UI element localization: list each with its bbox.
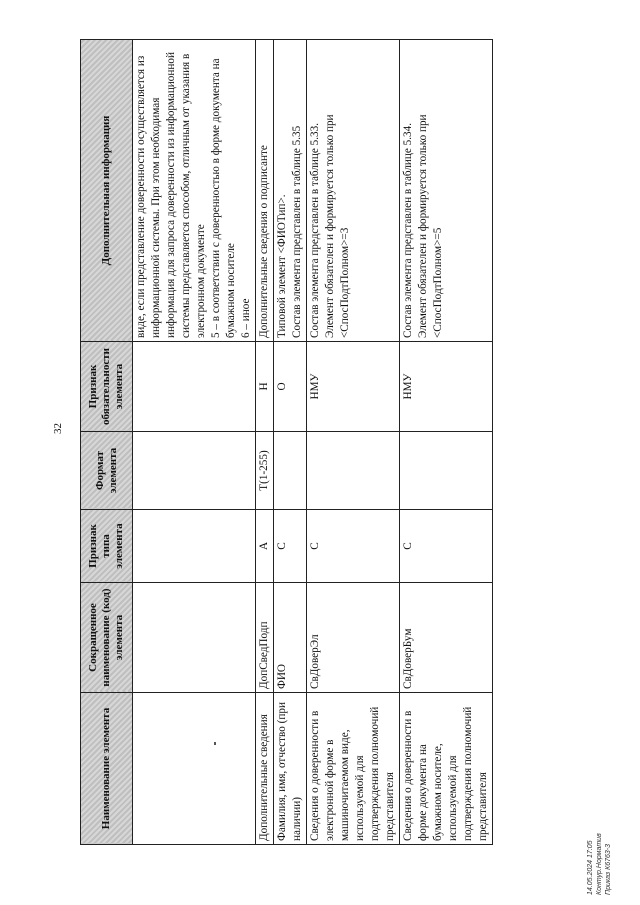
table-row	[307, 40, 400, 845]
cell-info: Дополнительные сведения о подписанте	[256, 40, 274, 342]
cell-type: С	[400, 510, 493, 583]
cell-format	[133, 432, 256, 510]
cell-format	[274, 432, 307, 510]
element-spec-table	[80, 39, 493, 845]
cell-info: виде, если представление доверенности осуществляется из информационной системы. При этом необходимая информация для запроса доверенности из информационной системы представляется способом, отличным от указания в электронном документе 5 – в соответствии с доверенностью в форме документа на бумажном носителе 6 – иное	[133, 40, 256, 342]
cell-required: НМУ	[307, 342, 400, 432]
cell-required: О	[274, 342, 307, 432]
cell-name: Дополнительные сведения	[256, 693, 274, 845]
table-row	[256, 40, 274, 845]
cell-name: Фамилия, имя, отчество (при наличии)	[274, 693, 307, 845]
cell-format	[400, 432, 493, 510]
cell-code: СвДоверБум	[400, 583, 493, 693]
table-row	[133, 40, 256, 845]
header-additional-info: Дополнительная информация	[81, 40, 133, 342]
cell-type	[133, 510, 256, 583]
table-row	[274, 40, 307, 845]
page-number: 32	[52, 423, 64, 434]
cell-required	[133, 342, 256, 432]
header-element-format: Формат элемента	[81, 432, 133, 510]
cell-code	[133, 583, 256, 693]
header-element-required: Признак обязательности элемента	[81, 342, 133, 432]
cell-info: Типовой элемент <ФИОТип>. Состав элемента представлен в таблице 5.35	[274, 40, 307, 342]
print-timestamp: 14.05.2024 17:05	[587, 840, 594, 895]
print-source: Контур.Норматив Приказ К6763-3	[596, 833, 612, 895]
cell-type: С	[274, 510, 307, 583]
cell-required: НМУ	[400, 342, 493, 432]
scan-mark	[214, 742, 216, 745]
cell-name: Сведения о доверенности в форме документа на бумажном носителе, используемой для подтверждения полномочий представителя	[400, 693, 493, 845]
header-element-code: Сокращенное наименование (код) элемента	[81, 583, 133, 693]
cell-format: T(1-255)	[256, 432, 274, 510]
cell-format	[307, 432, 400, 510]
cell-type: С	[307, 510, 400, 583]
cell-code: СвДоверЭл	[307, 583, 400, 693]
print-footer	[586, 833, 613, 895]
cell-info: Состав элемента представлен в таблице 5.34. Элемент обязателен и формируется только при <СпосПодтПолном>=5	[400, 40, 493, 342]
cell-required: Н	[256, 342, 274, 432]
table-row	[400, 40, 493, 845]
cell-code: ФИО	[274, 583, 307, 693]
table-header-row	[81, 40, 133, 845]
header-element-name: Наименование элемента	[81, 693, 133, 845]
cell-name	[133, 693, 256, 845]
cell-name: Сведения о доверенности в электронной форме в машиночитаемом виде, используемой для подтверждения полномочий представителя	[307, 693, 400, 845]
document-table-wrapper	[80, 40, 489, 845]
cell-type: А	[256, 510, 274, 583]
header-element-type: Признак типа элемента	[81, 510, 133, 583]
cell-info: Состав элемента представлен в таблице 5.33. Элемент обязателен и формируется только при <СпосПодтПолном>=3	[307, 40, 400, 342]
cell-code: ДопСведПодп	[256, 583, 274, 693]
